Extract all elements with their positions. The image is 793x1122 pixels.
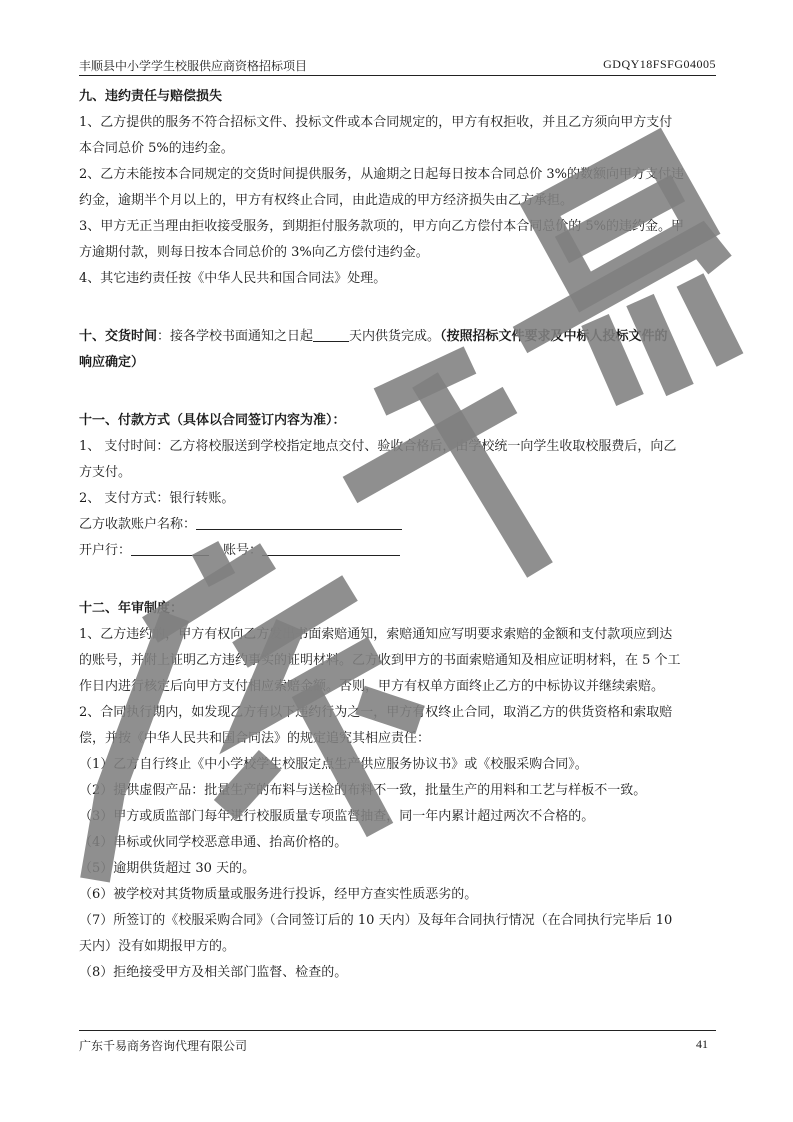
delivery-text-a: ：接各学校书面通知之日起 (157, 329, 314, 344)
bank-label: 开户行： (79, 543, 132, 558)
account-no-blank (262, 539, 400, 556)
project-code: GDQY18FSFG04005 (603, 57, 716, 71)
section-10-line (79, 324, 716, 350)
delivery-note-cont: 响应确定） (79, 355, 145, 370)
paragraph-line: 约金，逾期半个月以上的，甲方有权终止合同，由此造成的甲方经济损失由乙方承担。 (79, 193, 574, 208)
document-body (79, 84, 716, 986)
page-header (79, 55, 716, 76)
list-item: （7）所签订的《校服采购合同》（合同签订后的 10 天内）及每年合同执行情况（在合同执行完毕后 10 (79, 913, 673, 928)
paragraph-line: 1、乙方提供的服务不符合招标文件、投标文件或本合同规定的，甲方有权拒收，并且乙方须向甲方支付 (79, 115, 673, 130)
paragraph-line: 方支付。 (79, 465, 132, 480)
list-item: （4）串标或伙同学校恶意串通、抬高价格的。 (79, 835, 348, 850)
delivery-days-blank (313, 325, 349, 342)
paragraph-line: 本合同总价 5%的违约金。 (79, 141, 234, 156)
paragraph-line: 4、其它违约责任按《中华人民共和国合同法》处理。 (79, 271, 387, 286)
project-title: 丰顺县中小学学生校服供应商资格招标项目 (79, 59, 308, 73)
page-number: 41 (696, 1037, 708, 1051)
section-12-title: 十二、年审制度： (79, 601, 184, 616)
account-name-label: 乙方收款账户名称： (79, 517, 197, 532)
delivery-note: （按照招标文件要求及中标人投标文件的 (440, 329, 668, 344)
footer-company: 广东千易商务咨询代理有限公司 (79, 1039, 248, 1053)
account-name-blank (196, 513, 402, 530)
list-item: （3）甲方或质监部门每年进行校服质量专项监督抽查，同一年内累计超过两次不合格的。 (79, 809, 595, 824)
paragraph-line: 作日内进行核定后向甲方支付相应索赔金额。否则，甲方有权单方面终止乙方的中标协议并继续索赔。 (79, 679, 665, 694)
paragraph-line: 1、 支付时间：乙方将校服送到学校指定地点交付、验收合格后，由学校统一向学生收取校服费后，向乙 (79, 439, 677, 454)
section-9-title: 九、违约责任与赔偿损失 (79, 89, 223, 104)
paragraph-line: 2、合同执行期内，如发现乙方有以下违约行为之一，甲方有权终止合同，取消乙方的供货资格和索取赔 (79, 705, 673, 720)
list-item: （5）逾期供货超过 30 天的。 (79, 861, 256, 876)
paragraph-line: 3、甲方无正当理由拒收接受服务，到期拒付服务款项的，甲方向乙方偿付本合同总价的 5%的违约金。甲 (79, 219, 685, 234)
paragraph-line: 2、 支付方式：银行转账。 (79, 491, 235, 506)
list-item: （2）提供虚假产品：批量生产的布料与送检的布料不一致，批量生产的用料和工艺与样板不一致。 (79, 783, 647, 798)
paragraph-line: 偿，并按《中华人民共和国合同法》的规定追究其相应责任： (79, 731, 431, 746)
list-item: （6）被学校对其货物质量或服务进行投诉，经甲方查实性质恶劣的。 (79, 887, 478, 902)
delivery-text-b: 天内供货完成。 (349, 329, 441, 344)
paragraph-line: 的账号，并附上证明乙方违约事实的证明材料。乙方收到甲方的书面索赔通知及相应证明材料，在 5 个工 (79, 653, 681, 668)
bank-line (79, 538, 716, 564)
page-footer (79, 1030, 716, 1055)
section-10-title: 十、交货时间 (79, 329, 158, 344)
paragraph-line: 2、乙方未能按本合同规定的交货时间提供服务，从逾期之日起每日按本合同总价 3%的数额向甲方支付违 (79, 167, 685, 182)
section-11-title: 十一、付款方式（具体以合同签订内容为准）： (79, 413, 346, 428)
account-no-label: 账号： (223, 543, 263, 558)
account-name-line (79, 512, 716, 538)
list-item: 天内）没有如期报甲方的。 (79, 939, 236, 954)
paragraph-line: 方逾期付款，则每日按本合同总价的 3%向乙方偿付违约金。 (79, 245, 429, 260)
paragraph-line: 1、乙方违约的，甲方有权向乙方发出书面索赔通知，索赔通知应写明要求索赔的金额和支付款项应到达 (79, 627, 673, 642)
list-item: （8）拒绝接受甲方及相关部门监督、检查的。 (79, 965, 348, 980)
bank-blank (131, 539, 209, 556)
list-item: （1）乙方自行终止《中小学校学生校服定点生产供应服务协议书》或《校服采购合同》。 (79, 757, 588, 772)
